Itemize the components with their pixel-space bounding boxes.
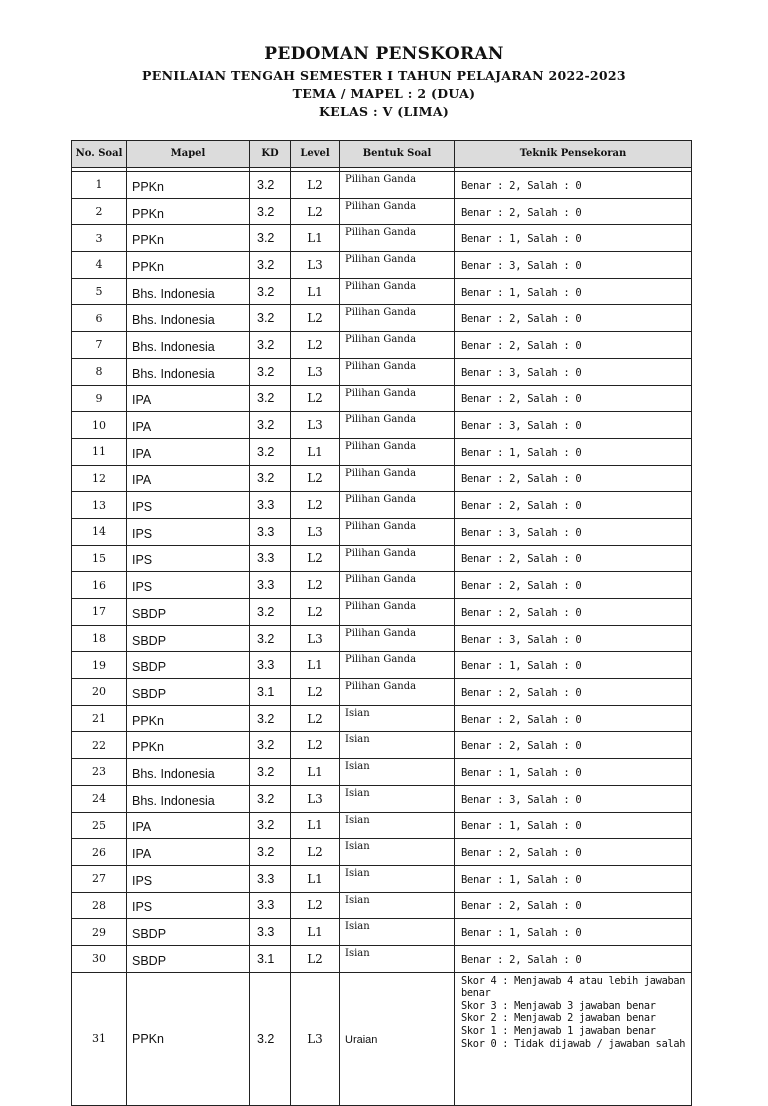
cell-no: 16 (72, 572, 127, 599)
scoring-table (71, 140, 692, 1106)
cell-level: L1 (291, 278, 340, 305)
cell-no: 9 (72, 385, 127, 412)
cell-bentuk-soal: Pilihan Ganda (340, 412, 455, 439)
cell-kd: 3.3 (250, 919, 291, 946)
cell-bentuk-soal: Isian (340, 759, 455, 786)
cell-bentuk-soal: Isian (340, 865, 455, 892)
cell-mapel: IPA (127, 812, 250, 839)
assessment-subtitle: PENILAIAN TENGAH SEMESTER I TAHUN PELAJARAN 2022-2023 (142, 68, 626, 83)
cell-teknik-scoring-rubric (455, 972, 692, 1105)
cell-bentuk-soal: Pilihan Ganda (340, 572, 455, 599)
cell-level: L2 (291, 492, 340, 519)
cell-teknik: Benar : 2, Salah : 0 (455, 545, 692, 572)
cell-bentuk-soal: Pilihan Ganda (340, 679, 455, 706)
table-row (72, 198, 692, 225)
rubric-line: Skor 4 : Menjawab 4 atau lebih jawaban benar (461, 974, 686, 1000)
cell-no: 27 (72, 865, 127, 892)
cell-bentuk-soal: Pilihan Ganda (340, 225, 455, 252)
table-header-row (72, 141, 692, 168)
table-row (72, 839, 692, 866)
cell-teknik: Benar : 3, Salah : 0 (455, 785, 692, 812)
cell-level: L2 (291, 385, 340, 412)
cell-mapel: IPA (127, 412, 250, 439)
cell-kd: 3.2 (250, 438, 291, 465)
cell-kd: 3.2 (250, 172, 291, 199)
class-line: KELAS : V (LIMA) (318, 104, 450, 119)
cell-level: L1 (291, 438, 340, 465)
cell-kd: 3.2 (250, 839, 291, 866)
cell-level: L2 (291, 892, 340, 919)
col-header-level: Level (291, 141, 340, 168)
cell-kd: 3.3 (250, 892, 291, 919)
table-row (72, 465, 692, 492)
cell-mapel: IPA (127, 465, 250, 492)
cell-teknik: Benar : 1, Salah : 0 (455, 759, 692, 786)
cell-level: L3 (291, 625, 340, 652)
cell-teknik: Benar : 1, Salah : 0 (455, 919, 692, 946)
cell-bentuk-soal: Pilihan Ganda (340, 465, 455, 492)
table-row (72, 278, 692, 305)
cell-mapel: SBDP (127, 625, 250, 652)
cell-bentuk-soal: Isian (340, 945, 455, 972)
table-row (72, 518, 692, 545)
cell-kd: 3.2 (250, 812, 291, 839)
table-row (72, 252, 692, 279)
cell-no: 21 (72, 705, 127, 732)
table-row (72, 785, 692, 812)
cell-mapel: IPA (127, 438, 250, 465)
col-header-teknik: Teknik Pensekoran (455, 141, 692, 168)
cell-bentuk-soal: Isian (340, 812, 455, 839)
cell-no: 30 (72, 945, 127, 972)
cell-mapel: PPKn (127, 198, 250, 225)
cell-kd: 3.2 (250, 599, 291, 626)
cell-kd: 3.2 (250, 732, 291, 759)
cell-bentuk-soal: Pilihan Ganda (340, 625, 455, 652)
table-row (72, 385, 692, 412)
cell-teknik: Benar : 2, Salah : 0 (455, 732, 692, 759)
rubric-line: Skor 2 : Menjawab 2 jawaban benar (461, 1012, 656, 1025)
cell-level: L2 (291, 705, 340, 732)
rubric-line: Skor 0 : Tidak dijawab / jawaban salah (461, 1037, 686, 1050)
cell-teknik: Benar : 1, Salah : 0 (455, 865, 692, 892)
table-body (72, 172, 692, 973)
cell-level: L3 (291, 358, 340, 385)
cell-kd: 3.2 (250, 358, 291, 385)
cell-teknik: Benar : 1, Salah : 0 (455, 812, 692, 839)
table-row (72, 945, 692, 972)
cell-teknik: Benar : 2, Salah : 0 (455, 599, 692, 626)
cell-kd: 3.2 (250, 332, 291, 359)
table-row (72, 759, 692, 786)
cell-bentuk-soal: Pilihan Ganda (340, 438, 455, 465)
cell-bentuk-soal: Isian (340, 705, 455, 732)
cell-mapel: Bhs. Indonesia (127, 759, 250, 786)
cell-kd: 3.2 (250, 412, 291, 439)
cell-teknik: Benar : 2, Salah : 0 (455, 465, 692, 492)
cell-level: L2 (291, 839, 340, 866)
cell-bentuk-soal: Pilihan Ganda (340, 518, 455, 545)
table-row (72, 705, 692, 732)
cell-no: 6 (72, 305, 127, 332)
cell-no: 20 (72, 679, 127, 706)
cell-level: L1 (291, 652, 340, 679)
cell-no: 26 (72, 839, 127, 866)
cell-no: 31 (72, 972, 127, 1105)
cell-level: L2 (291, 172, 340, 199)
table-row (72, 172, 692, 199)
cell-teknik: Benar : 3, Salah : 0 (455, 252, 692, 279)
col-header-bentuk-soal: Bentuk Soal (340, 141, 455, 168)
cell-level: L2 (291, 198, 340, 225)
table-row (72, 652, 692, 679)
cell-bentuk-soal: Isian (340, 785, 455, 812)
cell-no: 12 (72, 465, 127, 492)
cell-mapel: IPS (127, 865, 250, 892)
cell-level: L2 (291, 545, 340, 572)
cell-kd: 3.3 (250, 492, 291, 519)
cell-level: L1 (291, 812, 340, 839)
cell-mapel: SBDP (127, 679, 250, 706)
cell-no: 19 (72, 652, 127, 679)
cell-level: L2 (291, 305, 340, 332)
cell-teknik: Benar : 2, Salah : 0 (455, 705, 692, 732)
cell-mapel: Bhs. Indonesia (127, 358, 250, 385)
table-row (72, 225, 692, 252)
cell-level: L1 (291, 759, 340, 786)
table-row (72, 599, 692, 626)
cell-kd: 3.2 (250, 625, 291, 652)
cell-teknik: Benar : 2, Salah : 0 (455, 945, 692, 972)
col-header-mapel: Mapel (127, 141, 250, 168)
cell-level: L3 (291, 518, 340, 545)
cell-mapel: IPA (127, 839, 250, 866)
cell-bentuk-soal: Pilihan Ganda (340, 198, 455, 225)
cell-no: 17 (72, 599, 127, 626)
cell-mapel: PPKn (127, 705, 250, 732)
cell-kd: 3.2 (250, 385, 291, 412)
cell-bentuk-soal: Pilihan Ganda (340, 545, 455, 572)
cell-kd: 3.2 (250, 252, 291, 279)
table-row (72, 919, 692, 946)
cell-level: L1 (291, 225, 340, 252)
cell-kd: 3.1 (250, 679, 291, 706)
cell-level: L2 (291, 572, 340, 599)
cell-kd: 3.3 (250, 572, 291, 599)
cell-no: 18 (72, 625, 127, 652)
cell-bentuk-soal: Pilihan Ganda (340, 492, 455, 519)
cell-kd: 3.2 (250, 972, 291, 1105)
cell-teknik: Benar : 2, Salah : 0 (455, 172, 692, 199)
table-row (72, 358, 692, 385)
cell-no: 11 (72, 438, 127, 465)
cell-bentuk-soal: Pilihan Ganda (340, 252, 455, 279)
table-row (72, 625, 692, 652)
cell-level: L2 (291, 679, 340, 706)
cell-mapel: Bhs. Indonesia (127, 305, 250, 332)
cell-mapel: SBDP (127, 945, 250, 972)
table-row (72, 812, 692, 839)
cell-mapel: SBDP (127, 599, 250, 626)
cell-kd: 3.2 (250, 465, 291, 492)
cell-mapel: PPKn (127, 252, 250, 279)
table-row (72, 492, 692, 519)
cell-bentuk-soal: Pilihan Ganda (340, 358, 455, 385)
cell-bentuk-soal: Pilihan Ganda (340, 278, 455, 305)
cell-kd: 3.2 (250, 705, 291, 732)
cell-bentuk-soal: Isian (340, 732, 455, 759)
cell-mapel: IPS (127, 892, 250, 919)
cell-mapel: Bhs. Indonesia (127, 278, 250, 305)
cell-no: 14 (72, 518, 127, 545)
cell-no: 13 (72, 492, 127, 519)
cell-level: L3 (291, 972, 340, 1105)
cell-level: L2 (291, 332, 340, 359)
table-row (72, 412, 692, 439)
cell-no: 7 (72, 332, 127, 359)
cell-kd: 3.2 (250, 305, 291, 332)
table-row (72, 545, 692, 572)
cell-kd: 3.2 (250, 225, 291, 252)
cell-mapel: IPS (127, 518, 250, 545)
cell-teknik: Benar : 1, Salah : 0 (455, 652, 692, 679)
cell-kd: 3.3 (250, 865, 291, 892)
cell-teknik: Benar : 2, Salah : 0 (455, 332, 692, 359)
cell-bentuk-soal: Uraian (340, 972, 455, 1105)
cell-teknik: Benar : 1, Salah : 0 (455, 438, 692, 465)
cell-no: 25 (72, 812, 127, 839)
cell-teknik: Benar : 2, Salah : 0 (455, 572, 692, 599)
cell-bentuk-soal: Pilihan Ganda (340, 385, 455, 412)
cell-kd: 3.3 (250, 518, 291, 545)
cell-teknik: Benar : 2, Salah : 0 (455, 492, 692, 519)
cell-level: L1 (291, 865, 340, 892)
cell-no: 22 (72, 732, 127, 759)
cell-kd: 3.2 (250, 785, 291, 812)
table-row-uraian (72, 972, 692, 1105)
cell-level: L2 (291, 465, 340, 492)
cell-bentuk-soal: Isian (340, 919, 455, 946)
cell-no: 23 (72, 759, 127, 786)
cell-level: L2 (291, 732, 340, 759)
cell-kd: 3.3 (250, 545, 291, 572)
cell-no: 28 (72, 892, 127, 919)
theme-subject-line: TEMA / MAPEL : 2 (DUA) (292, 86, 476, 101)
cell-teknik: Benar : 3, Salah : 0 (455, 518, 692, 545)
table-row (72, 892, 692, 919)
cell-mapel: IPA (127, 385, 250, 412)
cell-mapel: IPS (127, 545, 250, 572)
cell-mapel: Bhs. Indonesia (127, 785, 250, 812)
cell-teknik: Benar : 1, Salah : 0 (455, 278, 692, 305)
cell-level: L3 (291, 785, 340, 812)
cell-kd: 3.2 (250, 198, 291, 225)
cell-mapel: PPKn (127, 732, 250, 759)
cell-teknik: Benar : 2, Salah : 0 (455, 305, 692, 332)
cell-mapel: IPS (127, 492, 250, 519)
cell-level: L1 (291, 919, 340, 946)
cell-teknik: Benar : 3, Salah : 0 (455, 625, 692, 652)
cell-no: 4 (72, 252, 127, 279)
document-title: PEDOMAN PENSKORAN (264, 44, 504, 64)
cell-bentuk-soal: Isian (340, 892, 455, 919)
table-row (72, 679, 692, 706)
cell-bentuk-soal: Pilihan Ganda (340, 172, 455, 199)
table-row (72, 438, 692, 465)
cell-bentuk-soal: Pilihan Ganda (340, 652, 455, 679)
cell-teknik: Benar : 3, Salah : 0 (455, 358, 692, 385)
cell-level: L2 (291, 599, 340, 626)
cell-mapel: SBDP (127, 652, 250, 679)
cell-teknik: Benar : 3, Salah : 0 (455, 412, 692, 439)
cell-no: 8 (72, 358, 127, 385)
cell-teknik: Benar : 1, Salah : 0 (455, 225, 692, 252)
cell-no: 3 (72, 225, 127, 252)
cell-kd: 3.1 (250, 945, 291, 972)
table-row (72, 332, 692, 359)
rubric-line: Skor 1 : Menjawab 1 jawaban benar (461, 1025, 656, 1037)
table-row (72, 732, 692, 759)
table-row (72, 865, 692, 892)
cell-level: L3 (291, 252, 340, 279)
cell-level: L2 (291, 945, 340, 972)
cell-level: L3 (291, 412, 340, 439)
cell-bentuk-soal: Isian (340, 839, 455, 866)
cell-mapel: SBDP (127, 919, 250, 946)
cell-mapel: PPKn (127, 172, 250, 199)
table-row (72, 305, 692, 332)
cell-kd: 3.3 (250, 652, 291, 679)
rubric-line: Skor 3 : Menjawab 3 jawaban benar (461, 999, 656, 1012)
cell-no: 1 (72, 172, 127, 199)
table-row (72, 572, 692, 599)
cell-mapel: IPS (127, 572, 250, 599)
cell-teknik: Benar : 2, Salah : 0 (455, 198, 692, 225)
cell-kd: 3.2 (250, 278, 291, 305)
cell-teknik: Benar : 2, Salah : 0 (455, 679, 692, 706)
cell-mapel: PPKn (127, 225, 250, 252)
cell-teknik: Benar : 2, Salah : 0 (455, 385, 692, 412)
cell-bentuk-soal: Pilihan Ganda (340, 305, 455, 332)
cell-kd: 3.2 (250, 759, 291, 786)
cell-no: 15 (72, 545, 127, 572)
col-header-kd: KD (250, 141, 291, 168)
cell-bentuk-soal: Pilihan Ganda (340, 332, 455, 359)
cell-mapel: Bhs. Indonesia (127, 332, 250, 359)
cell-no: 2 (72, 198, 127, 225)
cell-teknik: Benar : 2, Salah : 0 (455, 839, 692, 866)
cell-no: 24 (72, 785, 127, 812)
cell-mapel: PPKn (127, 972, 250, 1105)
cell-bentuk-soal: Pilihan Ganda (340, 599, 455, 626)
cell-no: 29 (72, 919, 127, 946)
cell-teknik: Benar : 2, Salah : 0 (455, 892, 692, 919)
col-header-no: No. Soal (72, 141, 127, 168)
cell-no: 5 (72, 278, 127, 305)
cell-no: 10 (72, 412, 127, 439)
